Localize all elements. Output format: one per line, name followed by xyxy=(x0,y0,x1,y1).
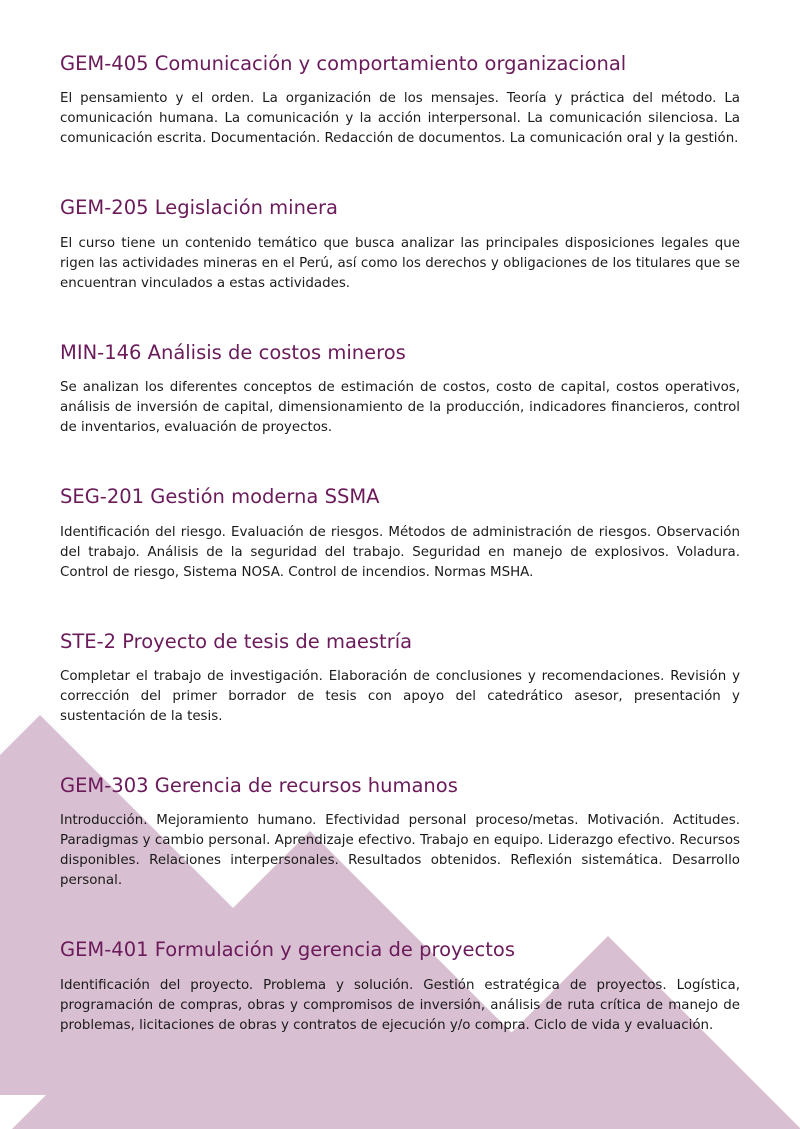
course-gem-205 xyxy=(60,196,740,293)
course-description: Introducción. Mejoramiento humano. Efectividad personal proceso/metas. Motivación. Actitudes. Paradigmas y cambio personal. Aprendizaje efectivo. Trabajo en equipo. Liderazgo efectivo. Recursos disponibles. Relaciones interpersonales. Resultados obtenidos. Reflexión sistemática. Desarrollo personal. xyxy=(60,813,740,889)
course-list xyxy=(60,52,740,1083)
course-title: SEG-201 Gestión moderna SSMA xyxy=(60,485,380,509)
course-description: Identificación del proyecto. Problema y solución. Gestión estratégica de proyectos. Logística, programación de compras, obras y compromisos de inversión, análisis de ruta crítica de manejo de problemas, licitaciones de obras y contratos de ejecución y/o compra. Ciclo de vida y evaluación. xyxy=(60,977,740,1033)
course-gem-303 xyxy=(60,774,740,891)
course-gem-401 xyxy=(60,938,740,1035)
course-description: Identificación del riesgo. Evaluación de riesgos. Métodos de administración de riesgos. Observación del trabajo. Análisis de la seguridad del trabajo. Seguridad en manejo de explosivos. Voladura. Control de riesgo, Sistema NOSA. Control de incendios. Normas MSHA. xyxy=(60,524,740,580)
course-description: Se analizan los diferentes conceptos de estimación de costos, costo de capital, costos operativos, análisis de inversión de capital, dimensionamiento de la producción, indicadores financieros, control de inventarios, evaluación de proyectos. xyxy=(60,380,740,436)
course-title: GEM-401 Formulación y gerencia de proyectos xyxy=(60,938,515,962)
course-title: STE-2 Proyecto de tesis de maestría xyxy=(60,629,413,653)
course-description: El curso tiene un contenido temático que busca analizar las principales disposiciones legales que rigen las actividades mineras en el Perú, así como los derechos y obligaciones de los titulares que se encuentran vinculados a estas actividades. xyxy=(60,235,740,291)
course-seg-201 xyxy=(60,485,740,582)
course-gem-405 xyxy=(60,52,740,149)
course-title: GEM-405 Comunicación y comportamiento organizacional xyxy=(60,52,627,75)
course-title: GEM-205 Legislación minera xyxy=(60,196,338,220)
course-description: Completar el trabajo de investigación. Elaboración de conclusiones y recomendaciones. Revisión y corrección del primer borrador de tesis con apoyo del catedrático asesor, presentación y sustentación de la tesis. xyxy=(60,668,740,724)
course-title: MIN-146 Análisis de costos mineros xyxy=(60,340,406,364)
course-ste-2 xyxy=(60,630,740,727)
course-title: GEM-303 Gerencia de recursos humanos xyxy=(60,773,458,797)
course-description: El pensamiento y el orden. La organización de los mensajes. Teoría y práctica del método. La comunicación humana. La comunicación y la acción interpersonal. La comunicación silenciosa. La comunicación escrita. Documentación. Redacción de documentos. La comunicación oral y la gestión. xyxy=(60,91,740,147)
course-min-146 xyxy=(60,341,740,438)
